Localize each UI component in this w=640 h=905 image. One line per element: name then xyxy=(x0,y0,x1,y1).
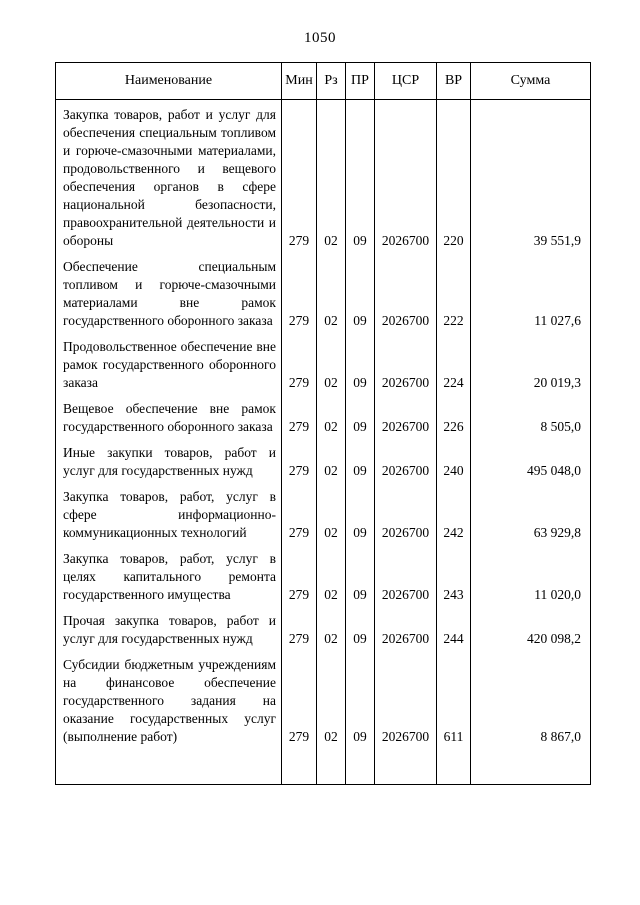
header-rz: Рз xyxy=(316,63,345,100)
row-vr: 244 xyxy=(436,606,470,650)
row-tsr: 2026700 xyxy=(374,544,436,606)
row-summa: 63 929,8 xyxy=(470,482,590,544)
row-pr: 09 xyxy=(345,100,374,252)
row-name: Продовольственное обеспечение вне рамок государственного оборонного заказа xyxy=(63,339,276,390)
row-min: 279 xyxy=(281,606,316,650)
row-rz: 02 xyxy=(316,252,345,332)
row-min: 279 xyxy=(281,332,316,394)
table-row xyxy=(56,606,590,650)
row-name: Вещевое обеспечение вне рамок государственного оборонного заказа xyxy=(63,401,276,434)
table-row xyxy=(56,482,590,544)
row-pr: 09 xyxy=(345,438,374,482)
header-tsr: ЦСР xyxy=(374,63,436,100)
row-rz: 02 xyxy=(316,438,345,482)
row-min: 279 xyxy=(281,394,316,438)
page-number: 1050 xyxy=(304,30,336,46)
row-tsr: 2026700 xyxy=(374,482,436,544)
row-tsr: 2026700 xyxy=(374,438,436,482)
row-rz: 02 xyxy=(316,332,345,394)
table-row xyxy=(56,394,590,438)
row-name: Закупка товаров, работ и услуг для обеспечения специальным топливом и горюче-смазочными материалами, продовольственного и вещевого обеспечения органов в сфере национальной безопасности, правоохранительной деятельности и обороны xyxy=(63,107,276,248)
row-min: 279 xyxy=(281,544,316,606)
row-rz: 02 xyxy=(316,482,345,544)
row-vr: 243 xyxy=(436,544,470,606)
table-row xyxy=(56,650,590,748)
row-name: Закупка товаров, работ, услуг в сфере информационно-коммуникационных технологий xyxy=(63,489,276,540)
row-tsr: 2026700 xyxy=(374,252,436,332)
row-vr: 226 xyxy=(436,394,470,438)
row-vr: 224 xyxy=(436,332,470,394)
row-summa: 11 020,0 xyxy=(470,544,590,606)
header-name: Наименование xyxy=(56,63,281,100)
row-min: 279 xyxy=(281,100,316,252)
row-pr: 09 xyxy=(345,544,374,606)
row-summa: 11 027,6 xyxy=(470,252,590,332)
row-summa: 8 867,0 xyxy=(470,650,590,748)
row-pr: 09 xyxy=(345,606,374,650)
row-name: Прочая закупка товаров, работ и услуг для государственных нужд xyxy=(63,613,276,646)
row-name: Обеспечение специальным топливом и горюче-смазочными материалами вне рамок государственного оборонного заказа xyxy=(63,259,276,328)
row-summa: 20 019,3 xyxy=(470,332,590,394)
row-summa: 8 505,0 xyxy=(470,394,590,438)
row-pr: 09 xyxy=(345,332,374,394)
row-name: Иные закупки товаров, работ и услуг для государственных нужд xyxy=(63,445,276,478)
row-vr: 220 xyxy=(436,100,470,252)
row-min: 279 xyxy=(281,438,316,482)
header-vr: ВР xyxy=(436,63,470,100)
header-summa: Сумма xyxy=(470,63,590,100)
table-row xyxy=(56,438,590,482)
row-summa: 39 551,9 xyxy=(470,100,590,252)
table-row xyxy=(56,252,590,332)
row-summa: 495 048,0 xyxy=(470,438,590,482)
row-name: Закупка товаров, работ, услуг в целях капитального ремонта государственного имущества xyxy=(63,551,276,602)
row-tsr: 2026700 xyxy=(374,394,436,438)
table-body xyxy=(56,100,590,784)
row-vr: 611 xyxy=(436,650,470,748)
row-min: 279 xyxy=(281,650,316,748)
row-min: 279 xyxy=(281,482,316,544)
header-min: Мин xyxy=(281,63,316,100)
row-vr: 242 xyxy=(436,482,470,544)
row-vr: 240 xyxy=(436,438,470,482)
table-header-row xyxy=(56,63,590,100)
row-pr: 09 xyxy=(345,482,374,544)
row-rz: 02 xyxy=(316,100,345,252)
row-rz: 02 xyxy=(316,544,345,606)
row-summa: 420 098,2 xyxy=(470,606,590,650)
row-name: Субсидии бюджетным учреждениям на финансовое обеспечение государственного задания на оказание государственных услуг (выполнение работ) xyxy=(63,657,276,744)
row-pr: 09 xyxy=(345,650,374,748)
row-tsr: 2026700 xyxy=(374,100,436,252)
row-rz: 02 xyxy=(316,394,345,438)
row-pr: 09 xyxy=(345,394,374,438)
row-vr: 222 xyxy=(436,252,470,332)
table-row xyxy=(56,332,590,394)
table-row xyxy=(56,100,590,252)
row-tsr: 2026700 xyxy=(374,650,436,748)
table-filler-row xyxy=(56,748,590,784)
row-pr: 09 xyxy=(345,252,374,332)
budget-table xyxy=(55,62,591,785)
row-tsr: 2026700 xyxy=(374,606,436,650)
table-row xyxy=(56,544,590,606)
header-pr: ПР xyxy=(345,63,374,100)
row-tsr: 2026700 xyxy=(374,332,436,394)
row-rz: 02 xyxy=(316,606,345,650)
row-rz: 02 xyxy=(316,650,345,748)
row-min: 279 xyxy=(281,252,316,332)
